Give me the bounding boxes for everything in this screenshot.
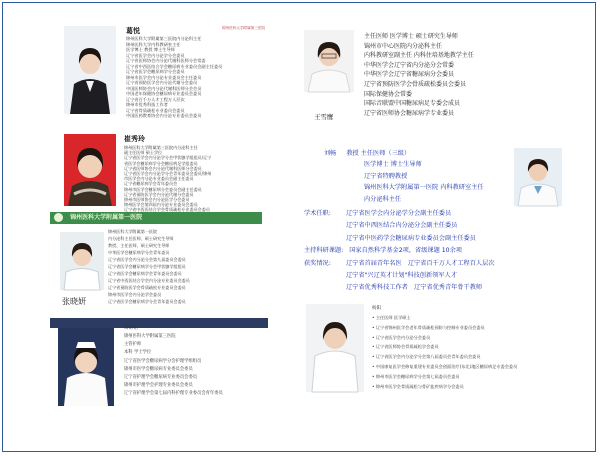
academic-row bbox=[304, 270, 495, 282]
profile-lines bbox=[372, 313, 517, 391]
profile-lines bbox=[126, 36, 222, 119]
profile-lines bbox=[364, 159, 484, 205]
profile-card-cui bbox=[56, 128, 266, 212]
profile-card-zhou bbox=[50, 318, 268, 410]
profile-line: 辽宁省医学会糖尿病学分会委员 bbox=[126, 69, 185, 74]
hospital-banner-text: 锦州医科大学附属第一医院 bbox=[70, 214, 143, 221]
profile-line: 辽宁省医学会内分泌学分会青年委员会委员/锦州 bbox=[124, 171, 212, 177]
profile-line: 辽宁省医学会糖尿病学分会青年委员会委员 bbox=[108, 299, 186, 304]
profile-line: 主管护师 bbox=[124, 342, 142, 348]
profile-line: 辽宁省医学会内分泌学分会委员 bbox=[126, 52, 185, 58]
academic-label: 获奖情况: bbox=[304, 259, 331, 267]
profile-line: 医学博士 博士生导师 bbox=[364, 161, 422, 168]
profile-line: • 辽宁省锦州医学会老年骨质疏松预防与控制专业委员会委员 bbox=[372, 323, 517, 333]
academic-label: 主持科研课题: bbox=[304, 247, 344, 255]
profile-line: 锦州医科大学内科教研室主任 bbox=[126, 41, 181, 47]
profile-line: 本科 学士学位 bbox=[124, 350, 152, 356]
portrait-photo bbox=[306, 304, 364, 392]
profile-line: 锦州医科大学附属第一医院 bbox=[108, 229, 158, 234]
portrait-photo bbox=[58, 328, 114, 406]
profile-card-ge bbox=[50, 12, 266, 122]
profile-line: 辽宁省医学会内分泌学分会甲状腺学组组员/辽宁 bbox=[124, 155, 212, 161]
academic-value: 辽宁省"兴辽英才计划"科技创新领军人才 bbox=[346, 272, 457, 280]
profile-line: 辽宁省医师协会糖尿病学专业委员 bbox=[364, 109, 455, 117]
person-name: 王雪鹰 bbox=[314, 113, 334, 121]
profile-line: 锦州医科大学附属第三医院 bbox=[124, 334, 176, 339]
portrait-photo bbox=[304, 30, 354, 92]
profile-line: 中华医学会辽宁省内分泌分会常委 bbox=[364, 61, 455, 69]
profile-line: 辽宁省医学会糖尿病学会青年委员会委员 bbox=[108, 271, 182, 276]
academic-value: 辽宁省中医药学会糖尿病专业委员会副主任委员 bbox=[346, 234, 476, 242]
hospital-logo-text: 锦州医科大学附属第三医院 bbox=[222, 26, 266, 30]
profile-line: 辽宁省医学会糖尿病学分会护理学组组员 bbox=[124, 358, 202, 364]
profile-line: • 中国康复医学会修复重建专业委员会创面治疗(东北)地区糖尿病足专委会委员 bbox=[372, 362, 517, 372]
profile-line: 辽宁省护理学会第七届内科护理专业委员会青年委员 bbox=[124, 391, 223, 397]
profile-line: 内分泌科主任医师、硕士研究生导师 bbox=[108, 236, 174, 241]
profile-line: 内分泌科主任 bbox=[364, 195, 402, 203]
academic-row bbox=[304, 208, 495, 220]
profile-lines bbox=[108, 228, 190, 305]
profile-line: 锦州医科大学附属第三医院内分泌科主任 bbox=[126, 36, 202, 41]
profile-line: 辽宁省护理学会糖尿病专业委员会委员 bbox=[124, 375, 198, 381]
profile-line: 主任医师 医学博士 硕士研究生导师 bbox=[364, 33, 458, 40]
portrait-photo bbox=[514, 148, 562, 206]
profile-card-zhang bbox=[50, 212, 262, 316]
profile-line: 辽宁省医师协会内分泌代谢科医师分会委员 bbox=[124, 165, 202, 171]
academic-section bbox=[304, 208, 495, 295]
academic-value: 辽宁省优秀科技工作者 辽宁省优秀青年骨干教师 bbox=[346, 284, 483, 292]
academic-row bbox=[304, 282, 495, 294]
portrait-photo bbox=[64, 134, 116, 206]
profile-line: 辽宁省中西医结合学会内分泌专业委员会委员 bbox=[108, 278, 190, 283]
hospital-banner bbox=[50, 212, 262, 224]
profile-card-yang bbox=[300, 296, 570, 400]
profile-line: 辽宁省医师协会内分泌代谢科医师分会常委 bbox=[126, 58, 206, 63]
profile-line: 锦州医学会第四届内分泌专业委员会委员 bbox=[124, 202, 198, 208]
profile-line: 中国老年保健协会糖尿病专业委员会委员 bbox=[126, 91, 202, 96]
profile-line: 中国医师协会内分泌代谢科医师分会会员 bbox=[126, 85, 202, 91]
academic-value: 辽宁省医学会内分泌学分会副主任委员 bbox=[346, 210, 452, 217]
profile-line: 辽宁省糖尿病学会青年委员会 bbox=[124, 181, 178, 187]
profile-line: 锦州市中心医院内分泌科主任 bbox=[364, 42, 443, 50]
profile-line: 锦州市优秀科技工作者 bbox=[126, 102, 168, 107]
profile-line: 锦州市医师协会内分泌医学分会委员 bbox=[124, 197, 190, 203]
profile-line: 辽宁省特聘教授 bbox=[364, 172, 408, 180]
profile-line: 中国医药教育协会内分泌专业委员会委员 bbox=[126, 113, 202, 118]
profile-card-wang bbox=[298, 26, 568, 126]
profile-line: • 辽宁省医师协会骨质疏松学会委员 bbox=[372, 342, 517, 352]
portrait-photo bbox=[64, 26, 116, 114]
person-name: 葛悦 bbox=[126, 27, 140, 35]
academic-row bbox=[304, 245, 495, 257]
profile-line: 国际保健协会常委 bbox=[364, 90, 413, 98]
academic-value: 辽宁省首届青年名医 辽宁省百千万人才工程百人层次 bbox=[346, 259, 495, 267]
profile-lines bbox=[124, 145, 211, 213]
profile-line: 辽宁省预防医学会内分泌代谢分会委员 bbox=[126, 80, 198, 85]
profile-line: 市医学会内分泌专业委员会副主任委员 bbox=[124, 176, 194, 182]
academic-row bbox=[304, 258, 495, 270]
profile-line: 辽宁省医学会内分泌分会第九届委员会委员 bbox=[108, 257, 186, 262]
person-name: 崔秀玲 bbox=[124, 135, 145, 143]
card-header-bar bbox=[50, 318, 268, 328]
profile-line: • 锦州市医学会糖尿病学分会第七届委员会委员 bbox=[372, 372, 517, 382]
profile-line: • 辽宁省医学会内分泌学分会第八届委员会青年委员会委员 bbox=[372, 352, 517, 362]
profile-line: 中华医学会糖尿病学分会青年委员 bbox=[108, 250, 170, 255]
profile-line: 辽宁省骨质疏松专业委员会委员 bbox=[126, 107, 185, 113]
person-name: 张晓妍 bbox=[62, 297, 86, 306]
profile-line: 教授、主任医师、硕士研究生导师 bbox=[108, 243, 170, 248]
profile-line: • 主任医师 医学硕士 bbox=[372, 313, 517, 323]
profile-line: 辽宁省中西医结合学会骨质疏松专业委员会委员 bbox=[124, 207, 210, 213]
profile-line: 国际音联盟中国糖尿病足专委会成员 bbox=[364, 100, 461, 108]
profile-line: 辽宁省医学会糖尿病学分会甲状腺学组组员 bbox=[108, 264, 186, 269]
profile-line: 锦州市护理学会护理专业委员会委员 bbox=[124, 383, 193, 389]
profile-line: 辽宁省预防医学会内分泌代谢分会委员 bbox=[124, 191, 194, 197]
academic-row bbox=[304, 220, 495, 232]
profile-line: 辽宁省预防医学会骨质疏松专业委员会委员 bbox=[108, 285, 186, 290]
academic-label: 学术任职: bbox=[304, 210, 331, 217]
profile-line: 内科教研室副主任 内科住培基地教学主任 bbox=[364, 52, 474, 60]
profile-line: 锦州医科大学附属第一医院 内科教研室主任 bbox=[364, 184, 484, 192]
profile-line: 医学博士 教授 博士生导师 bbox=[126, 47, 175, 52]
profile-line: 锦州市医学会内分泌专业委员会主任委员 bbox=[126, 74, 202, 80]
person-name: 周彩铭 bbox=[124, 326, 138, 331]
profile-lines bbox=[124, 333, 223, 399]
profile-line: 辽宁省百千万人才工程万人层次 bbox=[126, 96, 185, 102]
profile-lines bbox=[364, 32, 474, 118]
academic-value: 国家自然科学基金2项，省级课题 10余项 bbox=[349, 247, 462, 255]
profile-line: 锦州市医学会糖尿病专业委员会委员 bbox=[124, 366, 193, 372]
academic-row bbox=[304, 233, 495, 245]
profile-line: 省医学会糖尿病学分会糖尿病足学组委员 bbox=[124, 160, 198, 166]
profile-line: 锦州市医学会糖尿病分会委员会副主任委员 bbox=[124, 186, 202, 192]
portrait-photo bbox=[60, 232, 104, 290]
person-name: 杨阳 bbox=[372, 306, 382, 311]
profile-line: 锦州医科大学附属第三医院内分泌科主任 bbox=[124, 145, 198, 150]
person-title: 教授 主任医师（三级） bbox=[346, 150, 411, 157]
profile-line: 辽宁省中西医结合学会糖尿病专业委员会副主任委员 bbox=[126, 63, 223, 69]
profile-line: 中华医学会辽宁省糖尿病分会委员 bbox=[364, 71, 455, 79]
profile-line: 副主任医师 硕士学位 bbox=[124, 150, 163, 156]
profile-line: 锦州市医学会内分泌学会委员 bbox=[108, 292, 162, 297]
profile-line: 辽宁省预防医学会骨质疏松委员会委员 bbox=[364, 80, 467, 88]
profile-card-liu bbox=[294, 140, 588, 292]
academic-value: 辽宁省中西医结合内分泌分会副主任委员 bbox=[346, 222, 458, 230]
profile-line: • 辽宁省医学会内分泌分会委员 bbox=[372, 333, 517, 343]
profile-line: • 锦州市医学会骨质疏松与骨矿盐疾病学分会委员 bbox=[372, 382, 517, 392]
person-name: 刘畅 bbox=[324, 150, 337, 157]
